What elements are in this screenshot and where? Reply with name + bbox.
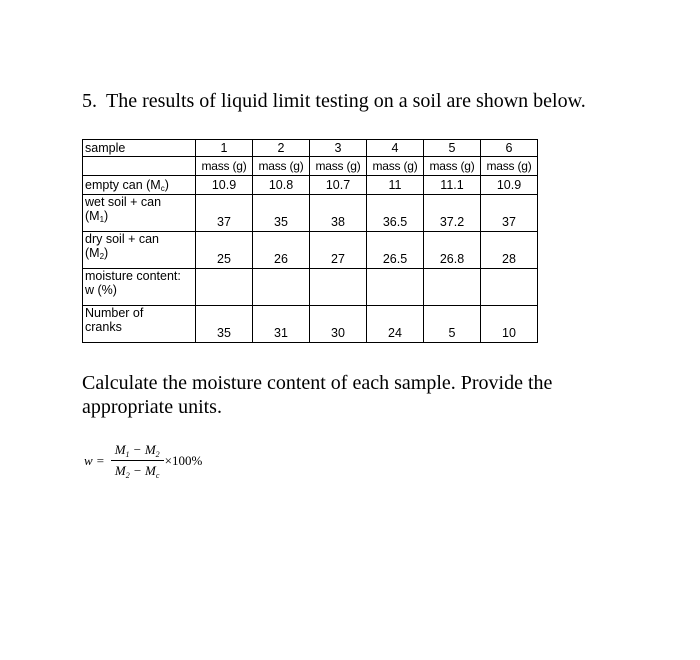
row-label: dry soil + can $(M_2)$: [83, 232, 196, 269]
table-row-moisture-content: [83, 269, 538, 306]
table-cell: 26: [253, 232, 310, 269]
table-cell: 10.9: [196, 176, 253, 195]
table-units-row: [83, 157, 538, 176]
table-row-cranks: [83, 306, 538, 343]
formula-lhs: w =: [84, 452, 105, 468]
table-cell: 11: [367, 176, 424, 195]
liquid-limit-table: [82, 139, 538, 343]
unit-cell: mass (g): [196, 157, 253, 176]
table-cell: 10.7: [310, 176, 367, 195]
table-cell: 38: [310, 195, 367, 232]
table-cell: 26.8: [424, 232, 481, 269]
unit-cell: mass (g): [424, 157, 481, 176]
table-row-empty-can: [83, 176, 538, 195]
table-cell: 27: [310, 232, 367, 269]
units-label-empty: [83, 157, 196, 176]
row-label: Number of cranks: [83, 306, 196, 343]
table-cell: 10.8: [253, 176, 310, 195]
table-cell: 31: [253, 306, 310, 343]
table-cell: 35: [253, 195, 310, 232]
table-cell: [310, 269, 367, 306]
sample-number: 3: [310, 140, 367, 157]
table-cell: 10: [481, 306, 538, 343]
table-header-row: [83, 140, 538, 157]
instruction-text: Calculate the moisture content of each sample. Provide the appropriate units.: [82, 372, 553, 418]
sample-number: 6: [481, 140, 538, 157]
table-cell: 25: [196, 232, 253, 269]
table-cell: 37.2: [424, 195, 481, 232]
table-cell: 28: [481, 232, 538, 269]
table-cell: [196, 269, 253, 306]
question-heading: [82, 90, 586, 113]
question-number: 5.: [82, 90, 97, 112]
table-cell: 36.5: [367, 195, 424, 232]
unit-cell: mass (g): [310, 157, 367, 176]
unit-cell: mass (g): [253, 157, 310, 176]
table-row-wet-soil: [83, 195, 538, 232]
table-cell: 30: [310, 306, 367, 343]
formula-fraction: [111, 442, 164, 479]
row-label: wet soil + can $(M_1)$: [83, 195, 196, 232]
formula-multiplier: ×100%: [164, 452, 203, 468]
table-cell: [253, 269, 310, 306]
table-cell: 35: [196, 306, 253, 343]
table-cell: 10.9: [481, 176, 538, 195]
table-cell: 5: [424, 306, 481, 343]
row-label: empty can $(M_c)$: [83, 176, 196, 195]
table-cell: [424, 269, 481, 306]
table-cell: 37: [481, 195, 538, 232]
question-text: The results of liquid limit testing on a soil are shown below.: [106, 90, 586, 112]
sample-header-label: sample: [83, 140, 196, 157]
table-cell: 26.5: [367, 232, 424, 269]
formula-denominator: $M_2 - M_c$: [114, 463, 160, 480]
moisture-content-formula: [84, 442, 202, 479]
formula-numerator: $M_1 - M_2$: [114, 442, 160, 459]
table-row-dry-soil: [83, 232, 538, 269]
sample-number: 4: [367, 140, 424, 157]
sample-number: 1: [196, 140, 253, 157]
unit-cell: mass (g): [367, 157, 424, 176]
sample-number: 5: [424, 140, 481, 157]
table-cell: 37: [196, 195, 253, 232]
row-label: moisture content: w (%): [83, 269, 196, 306]
sample-number: 2: [253, 140, 310, 157]
table-cell: [481, 269, 538, 306]
table-cell: [367, 269, 424, 306]
table-cell: 11.1: [424, 176, 481, 195]
unit-cell: mass (g): [481, 157, 538, 176]
table-cell: 24: [367, 306, 424, 343]
